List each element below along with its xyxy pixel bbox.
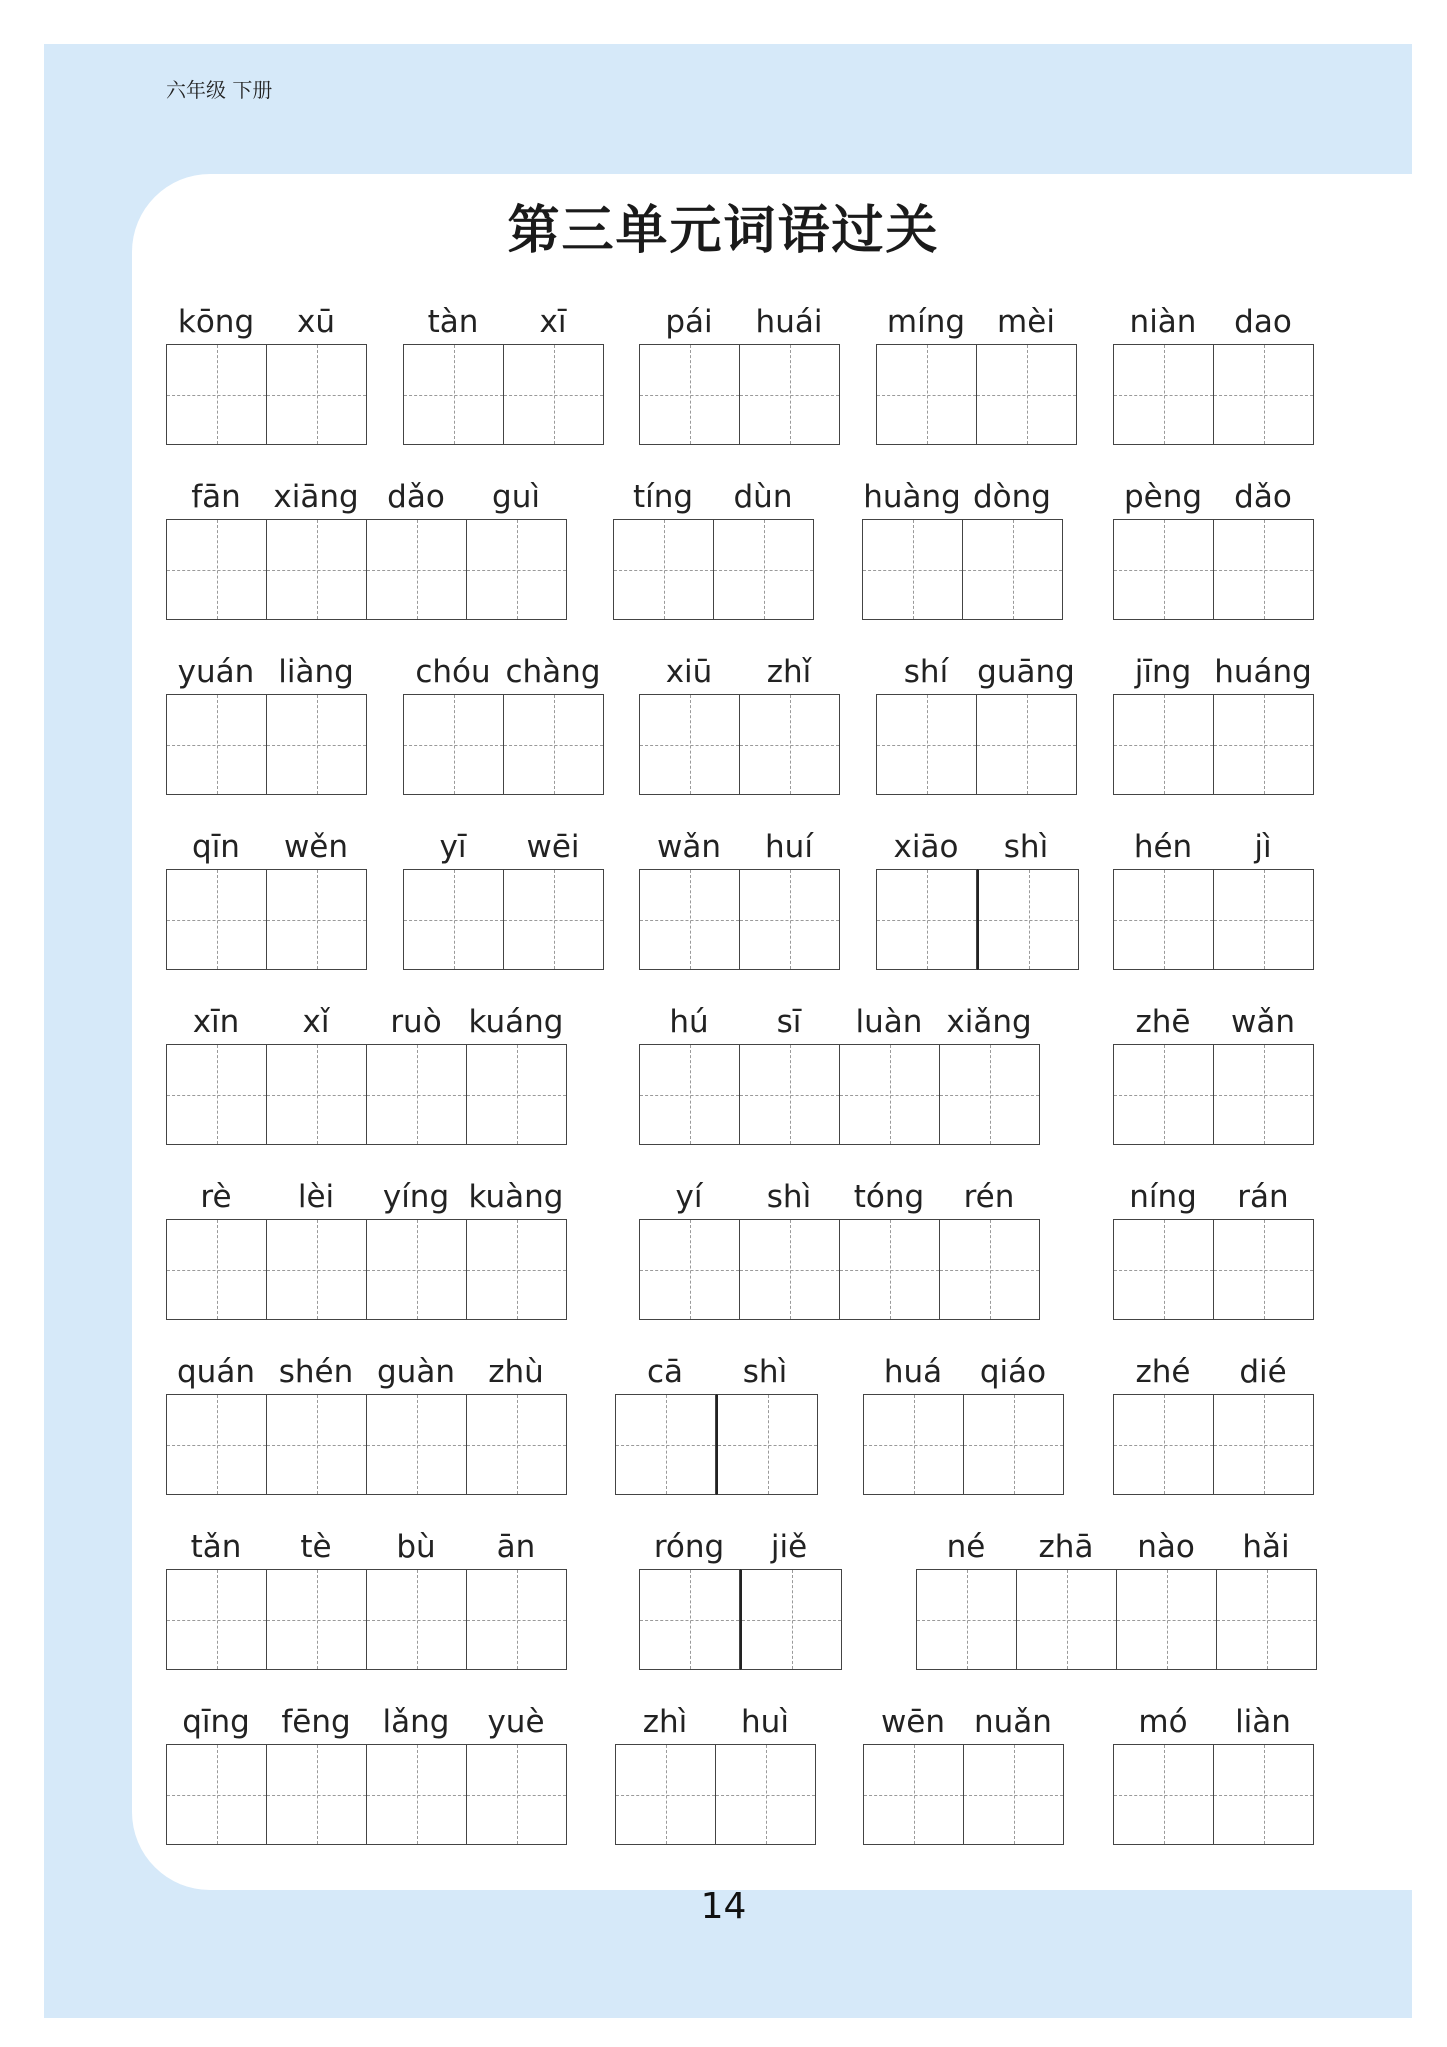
word-group [639, 300, 840, 445]
writing-box[interactable] [740, 1219, 840, 1320]
grade-label: 六年级 下册 [166, 78, 273, 102]
pinyin-label: luàn [855, 1004, 923, 1040]
character-boxes [1113, 519, 1314, 620]
word-group [639, 825, 840, 970]
word-group [1113, 1700, 1314, 1845]
pinyin-row [1113, 1175, 1314, 1219]
pinyin-label: tàn [427, 304, 479, 340]
pinyin-label: né [946, 1529, 986, 1565]
character-boxes [863, 1744, 1064, 1845]
pinyin-row [1113, 1000, 1314, 1044]
writing-box[interactable] [639, 1044, 740, 1145]
pinyin-label: shí [903, 654, 949, 690]
writing-box[interactable] [504, 869, 604, 970]
pinyin-row [863, 1700, 1064, 1744]
pinyin-label: kuàng [468, 1179, 564, 1215]
pinyin-label: dao [1234, 304, 1292, 340]
word-group [166, 475, 567, 620]
pinyin-label: wǎn [1231, 1004, 1295, 1040]
page-title: 第三单元词语过关 [507, 200, 940, 261]
character-boxes [166, 519, 567, 620]
pinyin-label: jīng [1134, 654, 1192, 690]
word-group [615, 1350, 818, 1495]
pinyin-row [916, 1525, 1317, 1569]
pinyin-label: shì [1003, 829, 1049, 865]
writing-box[interactable] [876, 869, 977, 970]
writing-box[interactable] [876, 344, 977, 445]
writing-box[interactable] [403, 694, 504, 795]
pinyin-row [862, 475, 1063, 519]
writing-box[interactable] [639, 869, 740, 970]
word-group [613, 475, 814, 620]
word-group [1113, 1000, 1314, 1145]
word-group [166, 650, 367, 795]
pinyin-label: yí [675, 1179, 703, 1215]
character-boxes [166, 869, 367, 970]
pinyin-label: xǐ [302, 1004, 330, 1040]
word-group [916, 1525, 1317, 1670]
pinyin-label: xū [297, 304, 335, 340]
pinyin-label: míng [886, 304, 966, 340]
pinyin-row [639, 1525, 842, 1569]
pinyin-label: lèi [297, 1179, 335, 1215]
writing-box[interactable] [267, 694, 367, 795]
pinyin-label: wǎn [657, 829, 721, 865]
writing-box[interactable] [504, 344, 604, 445]
pinyin-label: tíng [632, 479, 694, 515]
writing-box[interactable] [403, 869, 504, 970]
pinyin-row [639, 1175, 1040, 1219]
word-group [1113, 1350, 1314, 1495]
character-boxes [639, 869, 840, 970]
writing-box[interactable] [940, 1219, 1040, 1320]
pinyin-label: tǎn [190, 1529, 242, 1565]
pinyin-label: zhē [1135, 1004, 1191, 1040]
pinyin-label: chàng [505, 654, 601, 690]
character-boxes [876, 694, 1077, 795]
writing-box[interactable] [367, 1744, 467, 1845]
character-boxes [863, 1394, 1064, 1495]
writing-box[interactable] [467, 1744, 567, 1845]
character-boxes [639, 1219, 1040, 1320]
pinyin-label: cā [646, 1354, 684, 1390]
pinyin-label: mó [1138, 1704, 1188, 1740]
word-group [1113, 300, 1314, 445]
writing-box[interactable] [166, 519, 267, 620]
writing-box[interactable] [615, 1744, 716, 1845]
pinyin-row [876, 825, 1079, 869]
character-boxes [166, 1569, 567, 1670]
word-group [403, 825, 604, 970]
writing-box[interactable] [166, 1219, 267, 1320]
pinyin-label: fān [191, 479, 241, 515]
page-number: 14 [700, 1886, 747, 1927]
pinyin-label: dùn [733, 479, 793, 515]
word-group [862, 475, 1063, 620]
pinyin-label: xiāng [273, 479, 359, 515]
pinyin-label: tè [300, 1529, 332, 1565]
character-boxes [916, 1569, 1317, 1670]
writing-box[interactable] [1113, 1219, 1214, 1320]
pinyin-row [613, 475, 814, 519]
writing-box[interactable] [840, 1044, 940, 1145]
pinyin-row [1113, 825, 1314, 869]
writing-box[interactable] [367, 519, 467, 620]
pinyin-label: huí [765, 829, 813, 865]
character-boxes [862, 519, 1063, 620]
character-boxes [166, 1744, 567, 1845]
writing-box[interactable] [267, 1044, 367, 1145]
writing-box[interactable] [714, 519, 814, 620]
pinyin-row [403, 650, 604, 694]
pinyin-label: ruò [390, 1004, 442, 1040]
character-boxes [403, 694, 604, 795]
writing-box[interactable] [504, 694, 604, 795]
pinyin-label: nào [1137, 1529, 1195, 1565]
word-group [1113, 825, 1314, 970]
pinyin-label: dòng [973, 479, 1051, 515]
pinyin-label: yī [439, 829, 467, 865]
writing-box[interactable] [863, 1394, 964, 1495]
word-group [639, 1175, 1040, 1320]
character-boxes [1113, 694, 1314, 795]
writing-box[interactable] [916, 1569, 1017, 1670]
writing-box[interactable] [1017, 1569, 1117, 1670]
writing-box[interactable] [166, 344, 267, 445]
character-boxes [1113, 344, 1314, 445]
writing-box[interactable] [1214, 1744, 1314, 1845]
pinyin-label: guì [492, 479, 540, 515]
pinyin-label: qiáo [979, 1354, 1047, 1390]
character-boxes [166, 1219, 567, 1320]
writing-box[interactable] [740, 694, 840, 795]
writing-box[interactable] [267, 1569, 367, 1670]
writing-box[interactable] [1113, 1044, 1214, 1145]
pinyin-label: rè [200, 1179, 232, 1215]
word-group [639, 650, 840, 795]
character-boxes [615, 1744, 816, 1845]
writing-box[interactable] [367, 1219, 467, 1320]
pinyin-label: xī [539, 304, 567, 340]
pinyin-label: kuáng [468, 1004, 564, 1040]
word-group [166, 1700, 567, 1845]
writing-box[interactable] [716, 1394, 818, 1495]
pinyin-label: yíng [382, 1179, 450, 1215]
pinyin-label: qīn [192, 829, 240, 865]
pinyin-label: jì [1254, 829, 1272, 865]
pinyin-label: wēn [880, 1704, 946, 1740]
pinyin-row [876, 300, 1077, 344]
pinyin-label: dǎo [1234, 479, 1292, 515]
writing-box[interactable] [367, 1394, 467, 1495]
writing-box[interactable] [615, 1394, 716, 1495]
pinyin-label: bù [396, 1529, 436, 1565]
pinyin-label: mèi [997, 304, 1055, 340]
character-boxes [1113, 1219, 1314, 1320]
word-group [639, 1000, 1040, 1145]
word-group [876, 300, 1077, 445]
word-group [639, 1525, 842, 1670]
pinyin-label: huái [755, 304, 823, 340]
writing-box[interactable] [403, 344, 504, 445]
pinyin-row [166, 1175, 567, 1219]
character-boxes [613, 519, 814, 620]
word-group [166, 1000, 567, 1145]
pinyin-label: zhì [642, 1704, 688, 1740]
writing-box[interactable] [1113, 519, 1214, 620]
pinyin-label: zhǐ [766, 654, 812, 690]
writing-box[interactable] [166, 694, 267, 795]
writing-box[interactable] [740, 869, 840, 970]
writing-box[interactable] [267, 1394, 367, 1495]
writing-box[interactable] [740, 1569, 842, 1670]
word-group [166, 1350, 567, 1495]
pinyin-label: xiǎng [946, 1004, 1032, 1040]
pinyin-row [403, 825, 604, 869]
character-boxes [166, 344, 367, 445]
pinyin-label: róng [653, 1529, 725, 1565]
word-group [615, 1700, 816, 1845]
character-boxes [1113, 869, 1314, 970]
writing-box[interactable] [863, 1744, 964, 1845]
word-group [166, 825, 367, 970]
pinyin-row [639, 1000, 1040, 1044]
pinyin-row [1113, 650, 1314, 694]
pinyin-row [1113, 1350, 1314, 1394]
character-boxes [615, 1394, 818, 1495]
pinyin-label: sī [776, 1004, 802, 1040]
pinyin-label: zhé [1135, 1354, 1191, 1390]
pinyin-label: jiě [770, 1529, 808, 1565]
pinyin-label: hén [1133, 829, 1193, 865]
writing-box[interactable] [1214, 1044, 1314, 1145]
word-group [403, 300, 604, 445]
writing-box[interactable] [1214, 1219, 1314, 1320]
writing-box[interactable] [267, 869, 367, 970]
writing-box[interactable] [1214, 869, 1314, 970]
pinyin-label: huáng [1214, 654, 1312, 690]
pinyin-row [1113, 1700, 1314, 1744]
pinyin-label: níng [1129, 1179, 1197, 1215]
writing-box[interactable] [940, 1044, 1040, 1145]
character-boxes [166, 1394, 567, 1495]
pinyin-label: pái [665, 304, 713, 340]
character-boxes [639, 1569, 842, 1670]
pinyin-row [166, 1700, 567, 1744]
writing-box[interactable] [367, 1569, 467, 1670]
writing-box[interactable] [467, 1219, 567, 1320]
character-boxes [166, 694, 367, 795]
writing-box[interactable] [467, 519, 567, 620]
word-group [876, 650, 1077, 795]
writing-box[interactable] [639, 344, 740, 445]
writing-box[interactable] [1113, 1744, 1214, 1845]
writing-box[interactable] [267, 1744, 367, 1845]
pinyin-label: dié [1239, 1354, 1287, 1390]
character-boxes [639, 344, 840, 445]
pinyin-label: qīng [182, 1704, 250, 1740]
pinyin-label: chóu [415, 654, 491, 690]
character-boxes [166, 1044, 567, 1145]
pinyin-row [1113, 475, 1314, 519]
writing-box[interactable] [1214, 519, 1314, 620]
pinyin-label: xiāo [893, 829, 959, 865]
writing-box[interactable] [267, 344, 367, 445]
writing-box[interactable] [716, 1744, 816, 1845]
writing-box[interactable] [1113, 869, 1214, 970]
pinyin-row [639, 825, 840, 869]
writing-box[interactable] [267, 1219, 367, 1320]
pinyin-row [166, 475, 567, 519]
pinyin-row [403, 300, 604, 344]
pinyin-label: zhù [488, 1354, 544, 1390]
pinyin-row [615, 1700, 816, 1744]
writing-box[interactable] [267, 519, 367, 620]
writing-box[interactable] [639, 1219, 740, 1320]
character-boxes [876, 344, 1077, 445]
pinyin-row [166, 1350, 567, 1394]
pinyin-row [166, 1525, 567, 1569]
pinyin-label: yuán [177, 654, 255, 690]
pinyin-label: pèng [1123, 479, 1203, 515]
pinyin-label: guāng [977, 654, 1075, 690]
writing-box[interactable] [639, 1569, 740, 1670]
word-group [166, 300, 367, 445]
word-group [1113, 1175, 1314, 1320]
writing-box[interactable] [977, 869, 1079, 970]
word-group [403, 650, 604, 795]
pinyin-label: dǎo [387, 479, 445, 515]
pinyin-label: nuǎn [974, 1704, 1052, 1740]
word-group [166, 1525, 567, 1670]
pinyin-row [615, 1350, 818, 1394]
pinyin-row [876, 650, 1077, 694]
pinyin-label: rén [963, 1179, 1015, 1215]
writing-box[interactable] [613, 519, 714, 620]
writing-box[interactable] [964, 1394, 1064, 1495]
character-boxes [876, 869, 1079, 970]
pinyin-label: wēi [526, 829, 580, 865]
writing-box[interactable] [467, 1044, 567, 1145]
word-group [166, 1175, 567, 1320]
writing-box[interactable] [1214, 1394, 1314, 1495]
writing-box[interactable] [963, 519, 1063, 620]
pinyin-label: liàn [1235, 1704, 1291, 1740]
writing-box[interactable] [840, 1219, 940, 1320]
writing-box[interactable] [977, 344, 1077, 445]
word-group [876, 825, 1079, 970]
pinyin-label: quán [177, 1354, 255, 1390]
writing-box[interactable] [740, 344, 840, 445]
pinyin-label: lǎng [382, 1704, 450, 1740]
writing-box[interactable] [1113, 344, 1214, 445]
writing-box[interactable] [639, 694, 740, 795]
writing-box[interactable] [977, 694, 1077, 795]
writing-box[interactable] [1217, 1569, 1317, 1670]
pinyin-label: zhā [1038, 1529, 1094, 1565]
writing-box[interactable] [740, 1044, 840, 1145]
pinyin-label: huàng [863, 479, 961, 515]
pinyin-row [863, 1350, 1064, 1394]
pinyin-label: niàn [1129, 304, 1197, 340]
word-group [1113, 475, 1314, 620]
pinyin-label: tóng [853, 1179, 925, 1215]
pinyin-row [166, 300, 367, 344]
pinyin-label: kōng [177, 304, 255, 340]
writing-box[interactable] [1214, 694, 1314, 795]
character-boxes [1113, 1394, 1314, 1495]
pinyin-label: yuè [487, 1704, 545, 1740]
writing-box[interactable] [166, 1394, 267, 1495]
pinyin-label: hǎi [1242, 1529, 1290, 1565]
word-group [863, 1350, 1064, 1495]
pinyin-label: ān [496, 1529, 536, 1565]
pinyin-label: hú [669, 1004, 709, 1040]
writing-box[interactable] [862, 519, 963, 620]
pinyin-label: xīn [192, 1004, 240, 1040]
writing-box[interactable] [1214, 344, 1314, 445]
pinyin-label: guàn [377, 1354, 455, 1390]
writing-box[interactable] [166, 1569, 267, 1670]
pinyin-label: xiū [665, 654, 713, 690]
pinyin-label: fēng [281, 1704, 351, 1740]
pinyin-label: shì [742, 1354, 788, 1390]
character-boxes [403, 869, 604, 970]
word-group [1113, 650, 1314, 795]
pinyin-label: wěn [283, 829, 349, 865]
character-boxes [639, 1044, 1040, 1145]
writing-box[interactable] [367, 1044, 467, 1145]
pinyin-row [166, 825, 367, 869]
writing-box[interactable] [166, 1044, 267, 1145]
writing-box[interactable] [166, 869, 267, 970]
writing-box[interactable] [964, 1744, 1064, 1845]
writing-box[interactable] [467, 1394, 567, 1495]
pinyin-row [639, 300, 840, 344]
character-boxes [639, 694, 840, 795]
character-boxes [403, 344, 604, 445]
pinyin-label: rán [1237, 1179, 1289, 1215]
character-boxes [1113, 1744, 1314, 1845]
writing-box[interactable] [1117, 1569, 1217, 1670]
writing-box[interactable] [1113, 694, 1214, 795]
word-group [863, 1700, 1064, 1845]
pinyin-label: huá [883, 1354, 943, 1390]
pinyin-label: shén [278, 1354, 354, 1390]
writing-box[interactable] [467, 1569, 567, 1670]
pinyin-row [166, 1000, 567, 1044]
writing-box[interactable] [1113, 1394, 1214, 1495]
pinyin-row [166, 650, 367, 694]
pinyin-label: huì [741, 1704, 789, 1740]
writing-box[interactable] [166, 1744, 267, 1845]
pinyin-row [1113, 300, 1314, 344]
character-boxes [1113, 1044, 1314, 1145]
pinyin-label: shì [766, 1179, 812, 1215]
writing-box[interactable] [876, 694, 977, 795]
pinyin-row [639, 650, 840, 694]
pinyin-label: liàng [278, 654, 354, 690]
